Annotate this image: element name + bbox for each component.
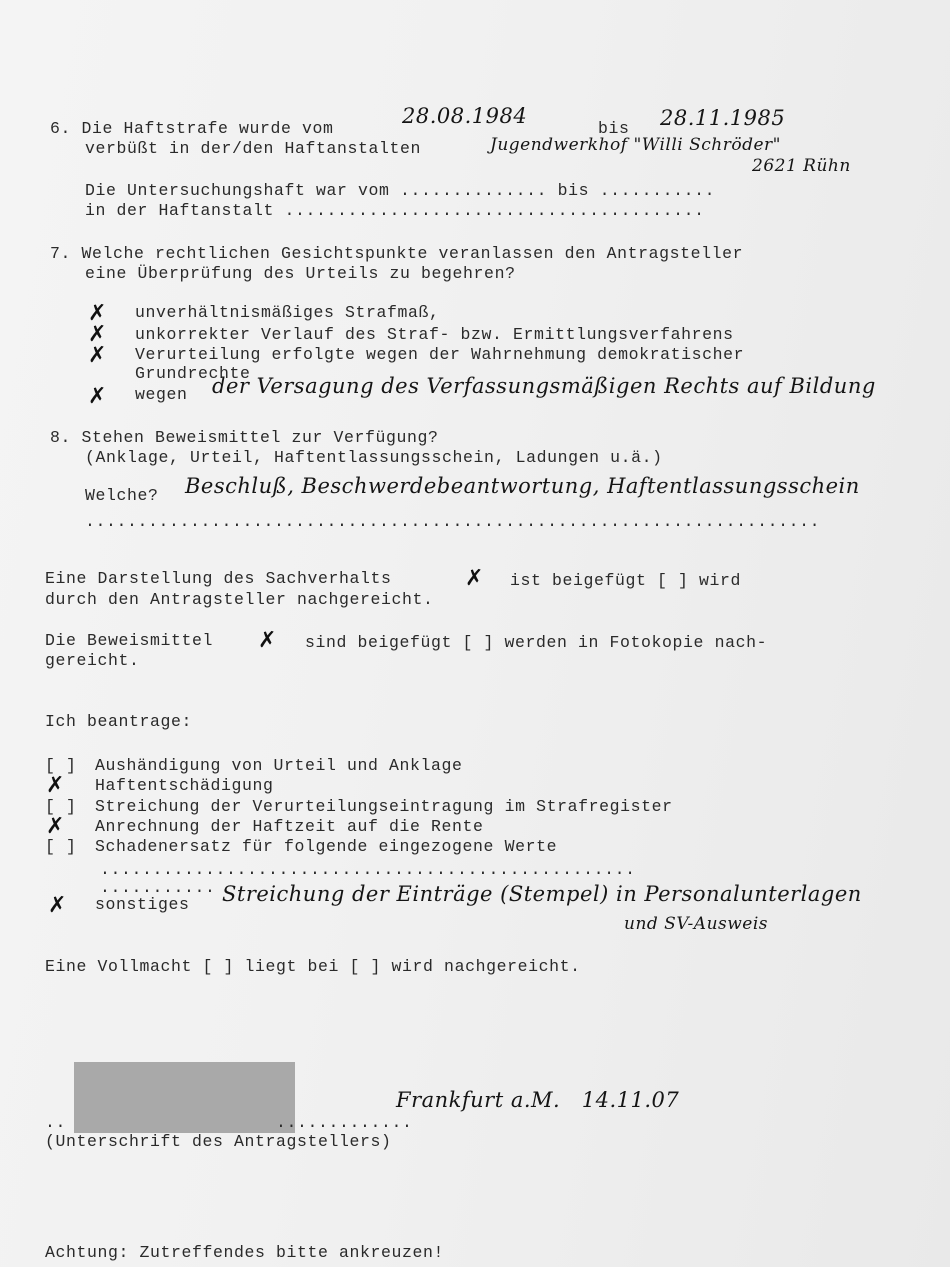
q7-opt2: unkorrekter Verlauf des Straf- bzw. Ermittlungsverfahrens <box>135 325 734 344</box>
q8-line1: 8. Stehen Beweismittel zur Verfügung? <box>50 428 439 447</box>
beantrage-sonstiges-handwritten-2: und SV-Ausweis <box>624 914 769 934</box>
q7-opt4-handwritten: der Versagung des Verfassungsmäßigen Rechts auf Bildung <box>212 374 876 398</box>
beantrage-dots-1: ................................................... <box>100 860 636 879</box>
signature-caption: (Unterschrift des Antragstellers) <box>45 1132 392 1151</box>
q6-line1: 6. Die Haftstrafe wurde vom <box>50 119 345 138</box>
sachverhalt-line1: Eine Darstellung des Sachverhalts <box>45 569 392 588</box>
q8-dots: ...................................................................... <box>85 512 821 531</box>
signature-dots: .. ............. <box>45 1113 413 1132</box>
beantrage-sonstiges-handwritten: Streichung der Einträge (Stempel) in Personalunterlagen <box>222 882 862 906</box>
sachverhalt-check[interactable]: ✗ <box>465 566 478 591</box>
q8-line2: (Anklage, Urteil, Haftentlassungsschein, Ladungen u.ä.) <box>85 448 663 467</box>
footer-note: Achtung: Zutreffendes bitte ankreuzen! <box>45 1243 445 1262</box>
q7-opt3a: Verurteilung erfolgte wegen der Wahrnehmung demokratischer <box>135 345 745 364</box>
beantrage-item-4: Anrechnung der Haftzeit auf die Rente <box>95 817 484 836</box>
beantrage-dots-2: ........... <box>100 878 216 897</box>
q7-check-3[interactable]: ✗ <box>88 343 101 368</box>
q7-line2: eine Überprüfung des Urteils zu begehren? <box>85 264 516 283</box>
beantrage-sonstiges: sonstiges <box>95 895 190 914</box>
beantrage-check-2[interactable]: ✗ <box>46 773 59 798</box>
vollmacht-line: Eine Vollmacht [ ] liegt bei [ ] wird nachgereicht. <box>45 957 581 976</box>
q6-from-date: 28.08.1984 <box>402 104 528 128</box>
beantrage-box-1[interactable]: [ ] <box>45 756 77 775</box>
beantrage-item-1: Aushändigung von Urteil und Anklage <box>95 756 463 775</box>
beweismittel-line2: gereicht. <box>45 651 140 670</box>
q7-check-4[interactable]: ✗ <box>88 384 101 409</box>
sachverhalt-line1b: ist beigefügt [ ] wird <box>510 571 742 590</box>
q6-line3: Die Untersuchungshaft war vom .............. bis ........... <box>85 181 716 200</box>
q7-check-1[interactable]: ✗ <box>88 301 101 326</box>
beantrage-check-sonstiges[interactable]: ✗ <box>48 893 61 918</box>
beantrage-item-3: Streichung der Verurteilungseintragung im Strafregister <box>95 797 673 816</box>
q7-opt4: wegen <box>135 385 188 404</box>
sachverhalt-line2: durch den Antragsteller nachgereicht. <box>45 590 434 609</box>
q6-facility-place: 2621 Rühn <box>752 156 851 176</box>
beantrage-heading: Ich beantrage: <box>45 712 193 731</box>
beantrage-check-4[interactable]: ✗ <box>46 814 59 839</box>
q8-which-handwritten: Beschluß, Beschwerdebeantwortung, Haftentlassungsschein <box>185 474 860 498</box>
q6-facility: Jugendwerkhof "Willi Schröder" <box>490 135 781 155</box>
beweismittel-check[interactable]: ✗ <box>258 628 271 653</box>
q8-which: Welche? <box>85 486 159 505</box>
beweismittel-line1b: sind beigefügt [ ] werden in Fotokopie nach- <box>305 633 768 652</box>
beweismittel-line1: Die Beweismittel <box>45 631 214 650</box>
q6-bis: bis <box>598 119 630 138</box>
q7-line1: 7. Welche rechtlichen Gesichtspunkte veranlassen den Antragsteller <box>50 244 744 263</box>
q6-line4: in der Haftanstalt ........................................ <box>85 201 705 220</box>
beantrage-box-3[interactable]: [ ] <box>45 797 77 816</box>
beantrage-item-5: Schadenersatz für folgende eingezogene Werte <box>95 837 558 856</box>
beantrage-item-2: Haftentschädigung <box>95 776 274 795</box>
q6-to-date: 28.11.1985 <box>660 106 786 130</box>
q6-line2: verbüßt in der/den Haftanstalten <box>85 139 422 158</box>
q7-check-2[interactable]: ✗ <box>88 322 101 347</box>
q7-opt3b: Grundrechte <box>135 364 251 383</box>
beantrage-box-5[interactable]: [ ] <box>45 837 77 856</box>
q7-opt1: unverhältnismäßiges Strafmaß, <box>135 303 440 322</box>
signature-place-date: Frankfurt a.M. 14.11.07 <box>396 1088 680 1112</box>
